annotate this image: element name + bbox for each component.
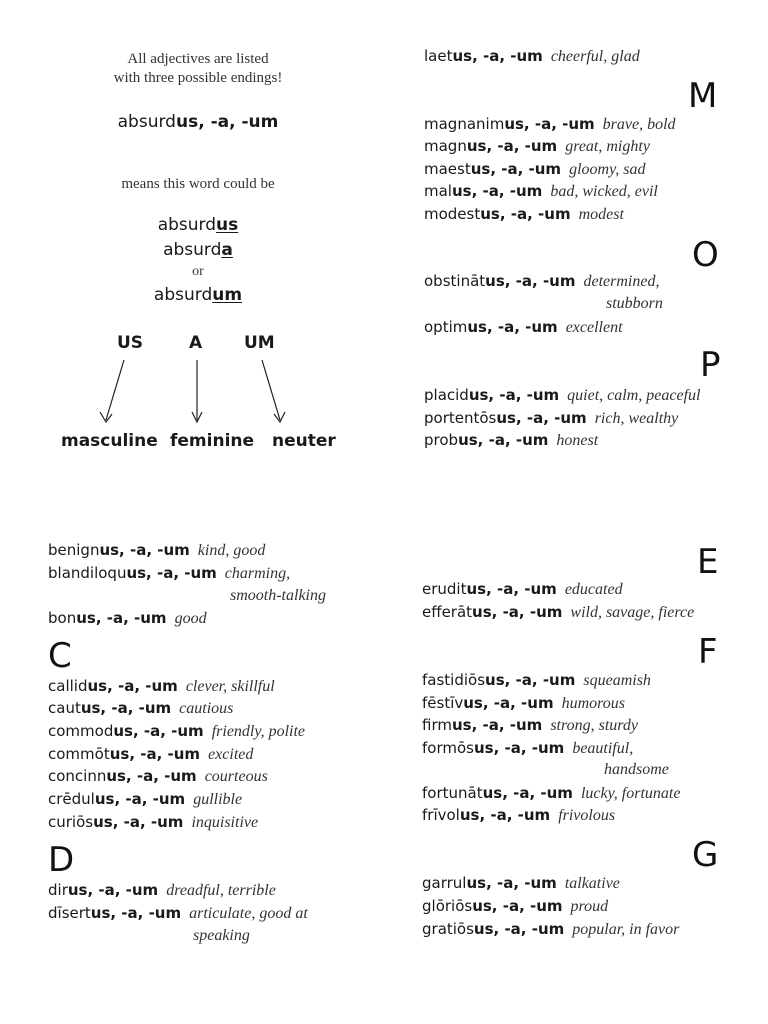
ending-um: UM (244, 333, 275, 353)
list-item (422, 918, 679, 941)
word-definition: bad, wicked, evil (550, 183, 658, 200)
word-definition: kind, good (197, 542, 266, 559)
word-definition: charming, (224, 565, 291, 582)
section-letter-p: P (700, 345, 721, 385)
word-definition: humorous (561, 695, 626, 712)
list-item (424, 203, 624, 226)
word-endings: us, -a, -um (76, 609, 167, 627)
word-definition: dreadful, terrible (166, 882, 276, 899)
word-stem: benign (48, 541, 100, 559)
word-endings: us, -a, -um (466, 580, 557, 598)
section-letter-m: M (688, 76, 718, 116)
word-endings: us, -a, -um (93, 813, 184, 831)
means-text: means this word could be (121, 176, 275, 192)
list-item (422, 714, 638, 737)
definition-continued: smooth-talking (230, 587, 326, 604)
word-definition: modest (578, 206, 624, 223)
section-letter-d: D (48, 840, 75, 880)
word-endings: us, -a, -um (458, 431, 549, 449)
word-stem: erudit (422, 580, 467, 598)
arrow-us (106, 360, 124, 420)
word-definition: cautious (179, 700, 234, 717)
list-item (422, 895, 608, 918)
word-definition: friendly, polite (211, 723, 306, 740)
ending-us: US (117, 333, 144, 353)
word-stem: mal (424, 182, 452, 200)
list-item (424, 113, 676, 136)
word-definition: gullible (193, 791, 243, 808)
list-item (48, 743, 253, 766)
list-item (422, 737, 633, 760)
word-stem: laet (424, 47, 453, 65)
list-item (422, 872, 620, 895)
list-item (424, 270, 659, 293)
word-stem: modest (424, 205, 481, 223)
arrow-us-head (100, 412, 112, 422)
word-endings: us, -a, -um (485, 272, 576, 290)
list-item (422, 669, 651, 692)
word-definition: quiet, calm, peaceful (567, 387, 701, 404)
word-definition: courteous (204, 768, 268, 785)
word-definition: honest (556, 432, 599, 449)
list-item (424, 384, 700, 407)
word-endings: us, -a, -um (87, 677, 178, 695)
word-stem: optim (424, 318, 468, 336)
list-item (48, 811, 258, 834)
list-item (422, 578, 623, 601)
gender-arrows (0, 0, 380, 470)
form-neuter: absurdum (153, 285, 243, 305)
word-endings: us, -a, -um (468, 386, 560, 404)
word-definition: rich, wealthy (594, 410, 679, 427)
word-stem: firm (422, 716, 452, 734)
word-endings: us, -a, -um (126, 564, 217, 582)
word-stem: concinn (48, 767, 107, 785)
intro-line-1: All adjectives are listed (127, 51, 269, 67)
word-endings: us, -a, -um (106, 767, 197, 785)
word-stem: commōt (48, 745, 110, 763)
intro-line-2: with three possible endings! (113, 70, 283, 86)
word-stem: portentōs (424, 409, 497, 427)
word-endings: us, -a, -um (496, 409, 587, 427)
gender-masculine: masculine (61, 431, 158, 451)
word-definition: articulate, good at (189, 905, 308, 922)
word-stem: bon (48, 609, 77, 627)
word-stem: fortunāt (422, 784, 483, 802)
section-letter-c: C (48, 636, 72, 676)
gender-feminine: feminine (170, 431, 255, 451)
word-stem: frīvol (422, 806, 460, 824)
word-definition: popular, in favor (572, 921, 680, 938)
word-endings: us, -a, -um (485, 671, 576, 689)
word-endings: us, -a, -um (466, 874, 557, 892)
word-endings: us, -a, -um (470, 160, 562, 178)
word-stem: maest (424, 160, 471, 178)
example-word: absurdus, -a, -um (117, 112, 279, 132)
word-definition: strong, sturdy (550, 717, 639, 734)
word-endings: us, -a, -um (467, 318, 558, 336)
list-item (48, 720, 305, 743)
list-item (422, 804, 615, 827)
word-stem: magn (424, 137, 467, 155)
arrow-um (262, 360, 280, 420)
or-text: or (192, 264, 204, 279)
word-definition: gloomy, sad (569, 161, 646, 178)
word-stem: commod (48, 722, 114, 740)
word-endings: us, -a, -um (80, 699, 172, 717)
word-endings: us, -a, -um (473, 920, 565, 938)
word-endings: us, -a, -um (452, 47, 543, 65)
word-definition: talkative (564, 875, 620, 892)
word-stem: caut (48, 699, 81, 717)
list-item (422, 601, 694, 624)
list-item (48, 879, 276, 902)
word-stem: crēdul (48, 790, 95, 808)
word-endings: us, -a, -um (67, 881, 159, 899)
word-stem: fastidiōs (422, 671, 486, 689)
word-endings: us, -a, -um (473, 739, 565, 757)
word-stem: blandiloqu (48, 564, 127, 582)
list-item (48, 765, 268, 788)
definition-continued: handsome (604, 761, 669, 778)
list-item (48, 607, 207, 630)
word-endings: us, -a, -um (109, 745, 201, 763)
word-stem: magnanim (424, 115, 505, 133)
word-definition: educated (564, 581, 623, 598)
section-letter-e: E (697, 542, 719, 582)
definition-continued: speaking (193, 927, 250, 944)
section-letter-f: F (698, 632, 718, 672)
list-item (424, 407, 678, 430)
word-definition: cheerful, glad (550, 48, 640, 65)
word-endings: us, -a, -um (451, 182, 543, 200)
word-stem: formōs (422, 739, 474, 757)
word-endings: us, -a, -um (480, 205, 571, 223)
word-definition: frivolous (558, 807, 616, 824)
word-definition: determined, (583, 273, 660, 290)
word-stem: fēstīv (422, 694, 464, 712)
list-item (48, 675, 275, 698)
list-item (48, 697, 233, 720)
word-endings: us, -a, -um (463, 694, 554, 712)
definition-continued: stubborn (606, 295, 663, 312)
word-definition: squeamish (583, 672, 651, 689)
word-definition: inquisitive (191, 814, 259, 831)
word-definition: excellent (565, 319, 623, 336)
word-definition: beautiful, (572, 740, 634, 757)
word-endings: us, -a, -um (99, 541, 190, 559)
word-stem: garrul (422, 874, 467, 892)
word-stem: callid (48, 677, 88, 695)
list-item (422, 782, 680, 805)
word-definition: great, mighty (565, 138, 650, 155)
word-endings: us, -a, -um (472, 897, 563, 915)
word-stem: dir (48, 881, 68, 899)
word-definition: wild, savage, fierce (570, 604, 695, 621)
list-item (48, 902, 308, 925)
list-item (424, 180, 658, 203)
word-endings: us, -a, -um (482, 784, 573, 802)
word-stem: glōriōs (422, 897, 473, 915)
section-letter-o: O (692, 235, 719, 275)
word-stem: efferāt (422, 603, 473, 621)
form-masculine: absurdus (157, 215, 239, 235)
list-item (424, 135, 650, 158)
list-item (48, 539, 265, 562)
list-item (424, 45, 640, 68)
word-stem: prob (424, 431, 459, 449)
word-endings: us, -a, -um (472, 603, 563, 621)
word-endings: us, -a, -um (504, 115, 595, 133)
list-item (422, 692, 625, 715)
word-stem: curiōs (48, 813, 94, 831)
form-feminine: absurda (163, 240, 233, 260)
gender-neuter: neuter (272, 431, 336, 451)
word-endings: us, -a, -um (113, 722, 204, 740)
word-definition: brave, bold (602, 116, 676, 133)
word-definition: good (174, 610, 207, 627)
word-endings: us, -a, -um (94, 790, 186, 808)
word-endings: us, -a, -um (459, 806, 551, 824)
section-letter-g: G (692, 835, 719, 875)
list-item (424, 158, 646, 181)
word-definition: proud (570, 898, 609, 915)
word-stem: gratiōs (422, 920, 474, 938)
list-item (424, 429, 598, 452)
word-stem: obstināt (424, 272, 486, 290)
list-item (48, 562, 290, 585)
word-definition: clever, skillful (185, 678, 275, 695)
word-stem: dīsert (48, 904, 91, 922)
ending-a: A (189, 333, 203, 353)
word-definition: lucky, fortunate (580, 785, 681, 802)
list-item (424, 316, 623, 339)
word-endings: us, -a, -um (466, 137, 558, 155)
list-item (48, 788, 242, 811)
word-definition: excited (208, 746, 254, 763)
word-endings: us, -a, -um (451, 716, 543, 734)
word-endings: us, -a, -um (90, 904, 182, 922)
word-stem: placid (424, 386, 469, 404)
